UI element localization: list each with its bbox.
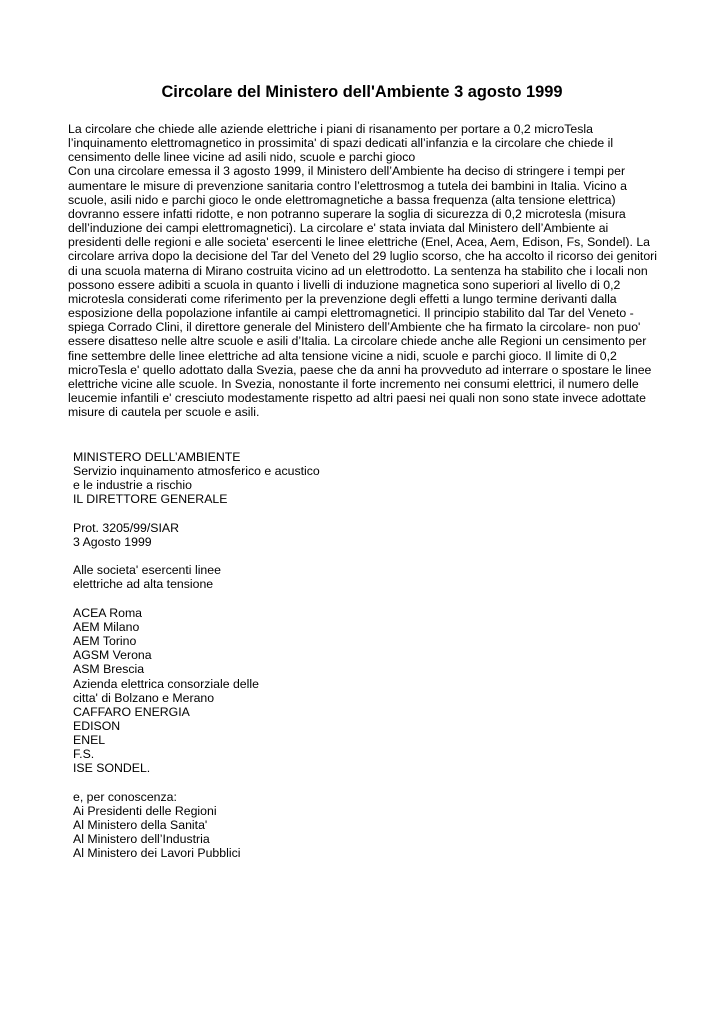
letter-line: 3 Agosto 1999 — [73, 534, 152, 549]
letter-line: elettriche ad alta tensione — [73, 577, 214, 592]
article-body-paragraph: Con una circolare emessa il 3 agosto 1999, il Ministero dell’Ambiente ha deciso di stringere i tempi per aumentare le misure di prevenzione sanitaria contro l’elettrosmog a tutela dei bambini in Italia. Vicino a scuole, asili nido e parchi gioco le onde elettromagnetiche a bassa frequenza (alta tensione elettrica) dovranno essere infatti ridotte, e non potranno superare la soglia di sicurezza di 0,2 microtesla (misura dell’induzione dei campi elettromagnetici). La circolare e' stata inviata dal Ministero dell’Ambiente ai presidenti delle regioni e alle societa' esercenti le linee elettriche (Enel, Acea, Aem, Edison, Fs, Sondel). La circolare arriva dopo la decisione del Tar del Veneto del 29 luglio scorso, che ha accolto il ricorso dei genitori di una scuola materna di Mirano costruita vicino ad un elettrodotto. La sentenza ha stabilito che i locali non possono essere adibiti a scuola in quanto i livelli di induzione magnetica sono superiori al livello di 0,2 microtesla considerati come riferimento per la prevenzione degli effetti a lungo termine derivanti dalla esposizione della popolazione infantile ai campi elettromagnetici. Il principio stabilito dal Tar del Veneto - spiega Corrado Clini, il direttore generale del Ministero dell’Ambiente che ha firmato la circolare- non puo' essere disatteso nelle altre scuole e asili d’Italia. La circolare chiede anche alle Regioni un censimento per fine settembre delle linee elettriche ad alta tensione vicine a nidi, scuole e parchi gioco. Il limite di 0,2 microTesla e' quello adottato dalla Svezia, paese che da anni ha provveduto ad interrare o spostare le linee elettriche vicine alle scuole. In Svezia, nonostante il forte incremento nei consumi elettrici, il numero delle leucemie infantili e' cresciuto modestamente rispetto ad altri paesi nei quali non sono state invece adottate misure di cautela per scuole e asili. — [68, 164, 657, 420]
letter-line: ACEA Roma — [73, 605, 143, 620]
letter-line: Servizio inquinamento atmosferico e acustico — [73, 464, 320, 479]
letter-line: AEM Milano — [73, 619, 140, 634]
letter-line: Prot. 3205/99/SIAR — [73, 520, 179, 535]
letter-line: e, per conoscenza: — [73, 789, 177, 804]
letter-line: Al Ministero dell’Industria — [73, 832, 210, 847]
document-title: Circolare del Ministero dell'Ambiente 3 agosto 1999 — [161, 83, 563, 101]
letter-line: AEM Torino — [73, 634, 137, 649]
letter-line: AGSM Verona — [73, 648, 152, 663]
letter-line: ENEL — [73, 733, 106, 748]
letter-line: Alle societa' esercenti linee — [73, 563, 221, 578]
letter-line: ASM Brescia — [73, 662, 145, 677]
letter-line: Azienda elettrica consorziale delle — [73, 676, 259, 691]
letter-line — [73, 507, 633, 521]
letter-line: CAFFARO ENERGIA — [73, 704, 190, 719]
letter-line: e le industrie a rischio — [73, 478, 192, 493]
letter-line: Al Ministero dei Lavori Pubblici — [73, 846, 241, 861]
article-lead-paragraph: La circolare che chiede alle aziende elettriche i piani di risanamento per portare a 0,2 microTesla l’inquinamento elettromagnetico in prossimita' di spazi dedicati all’infanzia e la circolare che chiede il censimento delle linee vicine ad asili nido, scuole e parchi gioco — [68, 122, 614, 165]
letter-line: citta' di Bolzano e Merano — [73, 690, 215, 705]
letter-line: ISE SONDEL. — [73, 761, 151, 776]
letter-line — [73, 592, 633, 606]
letter-line: IL DIRETTORE GENERALE — [73, 492, 228, 507]
letter-line: Al Ministero della Sanita' — [73, 818, 208, 833]
letter-line: Ai Presidenti delle Regioni — [73, 803, 217, 818]
letter-line — [73, 776, 633, 790]
letter-address-block — [73, 450, 633, 861]
letter-line: EDISON — [73, 718, 121, 733]
letter-line — [73, 549, 633, 563]
article-text — [68, 122, 663, 419]
letter-line: F.S. — [73, 747, 95, 762]
letter-line: MINISTERO DELL’AMBIENTE — [73, 450, 241, 464]
